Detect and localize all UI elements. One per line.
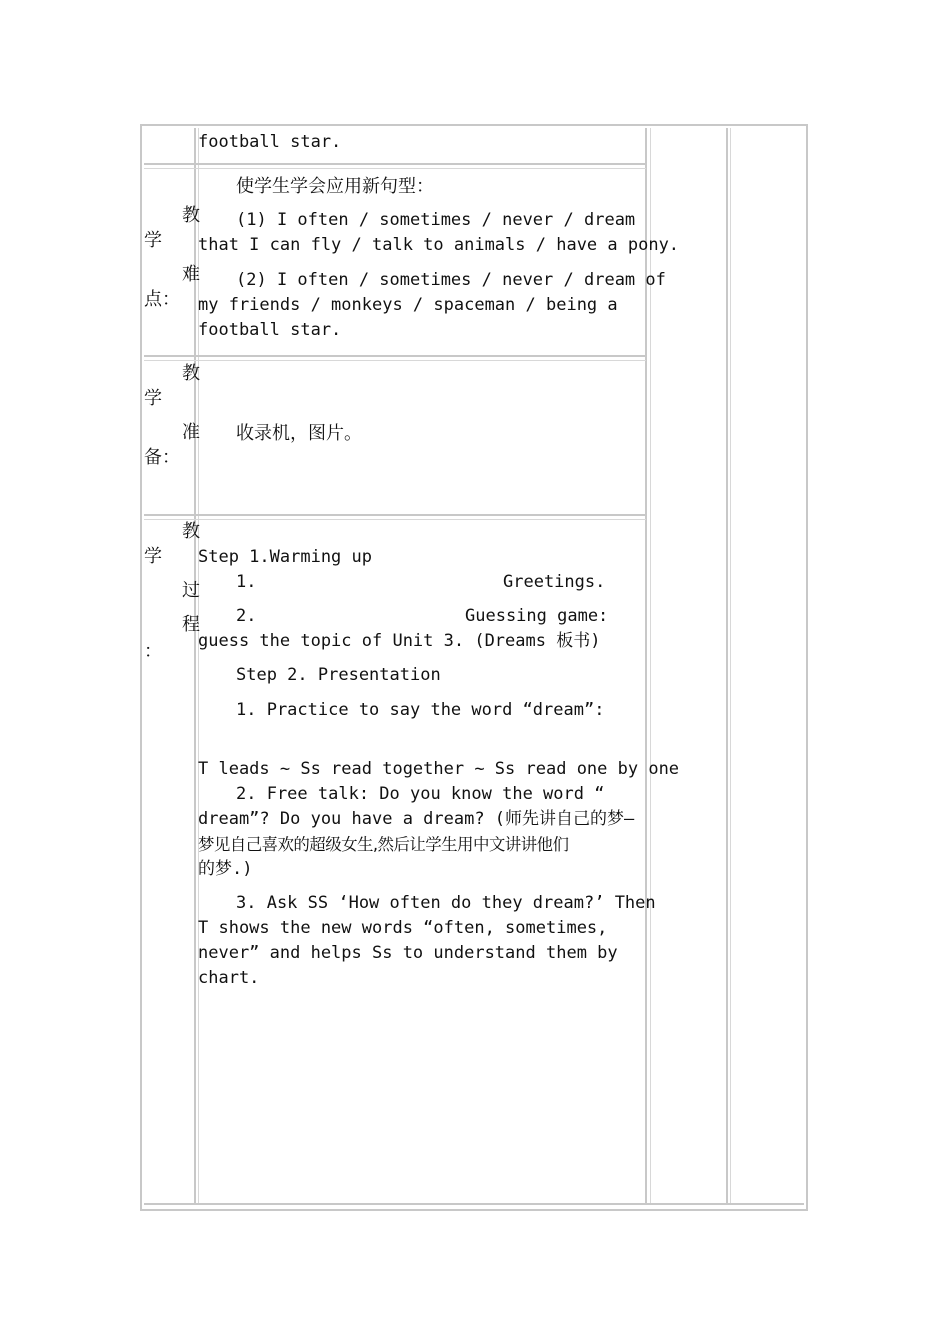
column-divider-extra-inner	[730, 128, 731, 1204]
row-divider-3b	[144, 519, 646, 520]
difficulty-label-3: 难	[182, 264, 200, 285]
step1-item1-text: Greetings.	[503, 572, 606, 592]
difficulty-line-2a: (2) I often / sometimes / never / dream of	[236, 270, 666, 290]
step2-item1: 1. Practice to say the word “dream”:	[236, 700, 605, 720]
step1-item2-num: 2.	[236, 606, 257, 626]
step2-item2-line3: 梦见自己喜欢的超级女生,然后让学生用中文讲讲他们	[198, 835, 569, 854]
step2-item3-line2: T shows the new words “often, sometimes,	[198, 918, 608, 938]
process-label-2: 学	[144, 546, 162, 567]
row-divider-2b	[144, 360, 646, 361]
difficulty-line-2c: football star.	[198, 320, 342, 340]
row-divider-bottom	[144, 1203, 804, 1205]
step2-item2-line2: dream”? Do you have a dream? (师先讲自己的梦—	[198, 809, 635, 829]
process-label-5: ：	[144, 641, 162, 662]
step2-item3-line1: 3. Ask SS ‘How often do they dream?’ Then	[236, 893, 656, 913]
prep-label-4: 备：	[144, 447, 180, 468]
continuation-text: football star.	[198, 132, 342, 152]
difficulty-label-1: 教	[182, 205, 200, 226]
prep-label-2: 学	[144, 388, 162, 409]
prep-materials: 收录机，图片。	[236, 423, 362, 444]
difficulty-line-2b: my friends / monkeys / spaceman / being a	[198, 295, 618, 315]
step2-item2-line1: 2. Free talk: Do you know the word “	[236, 784, 605, 804]
column-divider-extra	[726, 128, 728, 1204]
row-divider-1	[144, 163, 646, 165]
step2-item3-line4: chart.	[198, 968, 260, 988]
row-divider-1b	[144, 168, 646, 169]
step2-item3-line3: never” and helps Ss to understand them by	[198, 943, 618, 963]
step1-item2-text: Guessing game:	[465, 606, 609, 626]
difficulty-intro: 使学生学会应用新句型：	[236, 176, 434, 197]
step2-item1-cont: T leads ~ Ss read together ~ Ss read one by one	[198, 759, 680, 779]
process-label-3: 过	[182, 580, 200, 601]
difficulty-label-2: 学	[144, 230, 162, 251]
row-divider-3	[144, 514, 646, 516]
row-divider-2	[144, 355, 646, 357]
step2-item2-line4: 的梦.)	[198, 859, 253, 879]
prep-label-3: 准	[182, 422, 200, 443]
step2-title: Step 2. Presentation	[236, 665, 441, 685]
difficulty-line-1b: that I can fly / talk to animals / have a pony.	[198, 235, 680, 255]
process-label-1: 教	[182, 521, 200, 542]
process-label-4: 程	[182, 614, 200, 635]
step1-item1-num: 1.	[236, 572, 257, 592]
column-divider-label-inner	[198, 128, 199, 1204]
difficulty-line-1a: (1) I often / sometimes / never / dream	[236, 210, 636, 230]
prep-label-1: 教	[182, 363, 200, 384]
step1-title: Step 1.Warming up	[198, 547, 372, 567]
difficulty-label-4: 点：	[144, 289, 180, 310]
step1-item2-cont: guess the topic of Unit 3. (Dreams 板书)	[198, 631, 601, 651]
column-divider-label	[194, 128, 196, 1204]
